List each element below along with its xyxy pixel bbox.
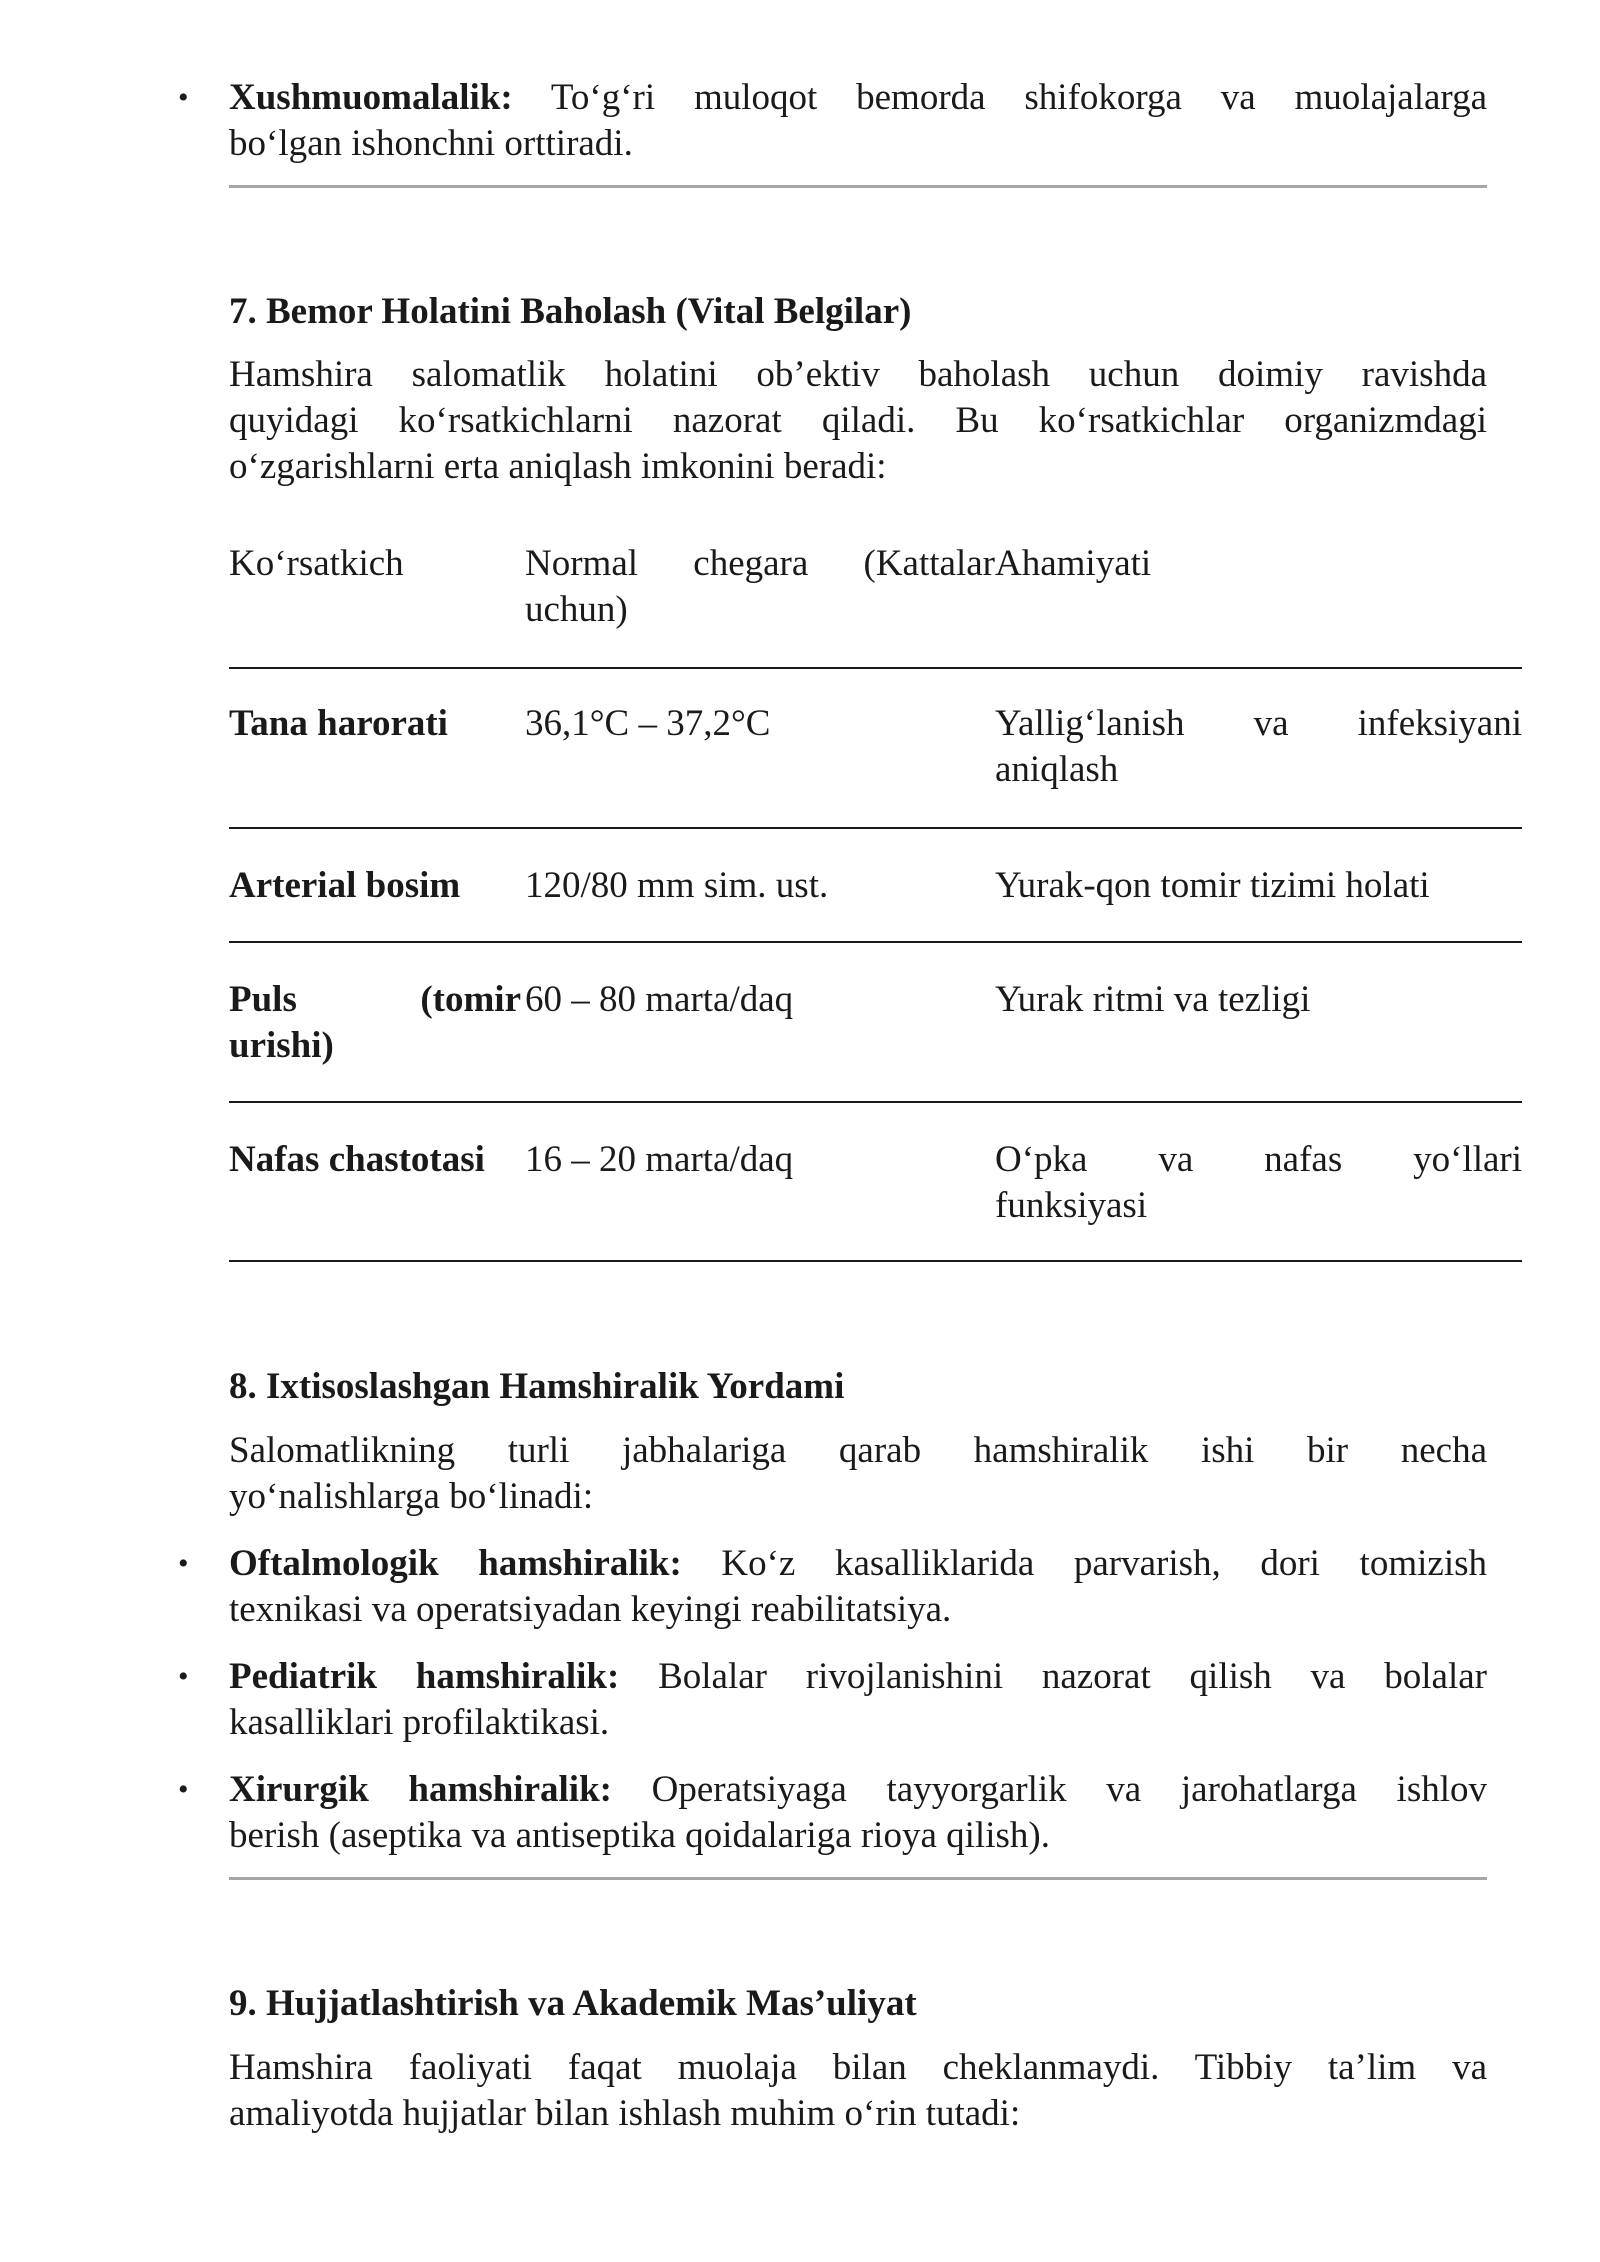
bullet-item-pediatric xyxy=(178,1654,1487,1746)
table-rule xyxy=(229,827,1522,829)
bullet-text: To‘g‘ri muloqot bemorda shifokorga va muolajalarga xyxy=(512,77,1487,118)
paragraph-line: amaliyotda hujjatlar bilan ishlash muhim o‘rin tutadi: xyxy=(229,2093,1021,2134)
table-cell-significance xyxy=(995,701,1522,793)
table-header-significance: Ahamiyati xyxy=(995,543,1152,584)
bullet-dot-icon: • xyxy=(178,81,189,114)
bullet-dot-icon: • xyxy=(178,1547,189,1580)
section-heading-9: 9. Hujjatlashtirish va Akademik Mas’uliyat xyxy=(229,1983,917,2024)
bullet-text: Ko‘z kasalliklarida parvarish, dori tomizish xyxy=(681,1543,1487,1584)
table-cell-range: 60 – 80 marta/daq xyxy=(525,979,794,1020)
section-7-paragraph xyxy=(229,352,1487,490)
bullet-term: Xushmuomalalik: xyxy=(229,77,513,118)
table-rule xyxy=(229,941,1522,943)
paragraph-line: Hamshira faoliyati faqat muolaja bilan cheklanmaydi. Tibbiy ta’lim va xyxy=(229,2047,1487,2088)
table-rule xyxy=(229,667,1522,669)
bullet-item-surgical xyxy=(178,1767,1487,1859)
cell-line: Yallig‘lanish va infeksiyani xyxy=(995,703,1522,744)
header-line: uchun) xyxy=(525,589,628,630)
cell-line: urishi) xyxy=(229,1025,334,1066)
bullet-line xyxy=(229,1541,1487,1587)
bullet-term: Oftalmologik hamshiralik: xyxy=(229,1543,682,1584)
header-line: Normal chegara (Kattalar xyxy=(525,543,995,584)
cell-line: funksiyasi xyxy=(995,1185,1148,1226)
cell-line: Puls (tomir xyxy=(229,979,521,1020)
bullet-line xyxy=(229,1767,1487,1813)
table-cell-range: 120/80 mm sim. ust. xyxy=(525,865,829,906)
table-rule xyxy=(229,1260,1522,1262)
paragraph-line: Hamshira salomatlik holatini ob’ektiv baholash uchun doimiy ravishda xyxy=(229,354,1487,395)
bullet-dot-icon: • xyxy=(178,1660,189,1693)
bullet-item-courtesy xyxy=(178,75,1487,167)
bullet-term: Xirurgik hamshiralik: xyxy=(229,1769,612,1810)
section-heading-8: 8. Ixtisoslashgan Hamshiralik Yordami xyxy=(229,1366,845,1407)
table-cell-indicator xyxy=(229,977,521,1069)
table-header-normal-range xyxy=(525,541,995,633)
table-header-indicator: Ko‘rsatkich xyxy=(229,543,404,584)
table-cell-range: 16 – 20 marta/daq xyxy=(525,1139,794,1180)
table-rule xyxy=(229,1101,1522,1103)
section-divider xyxy=(229,1877,1487,1880)
section-8-paragraph xyxy=(229,1428,1487,1520)
bullet-text-line2: bo‘lgan ishonchni orttiradi. xyxy=(229,123,633,164)
cell-line: O‘pka va nafas yo‘llari xyxy=(995,1139,1522,1180)
bullet-line xyxy=(229,1654,1487,1700)
bullet-text-line2: texnikasi va operatsiyadan keyingi reabilitatsiya. xyxy=(229,1589,952,1630)
bullet-text-line2: kasalliklari profilaktikasi. xyxy=(229,1702,610,1743)
section-heading-7: 7. Bemor Holatini Baholash (Vital Belgilar) xyxy=(229,291,912,332)
table-cell-indicator: Tana harorati xyxy=(229,703,448,744)
paragraph-line: yo‘nalishlarga bo‘linadi: xyxy=(229,1476,594,1517)
bullet-dot-icon: • xyxy=(178,1773,189,1806)
bullet-term: Pediatrik hamshiralik: xyxy=(229,1656,620,1697)
table-cell-significance: Yurak ritmi va tezligi xyxy=(995,979,1311,1020)
table-cell-indicator: Arterial bosim xyxy=(229,865,461,906)
cell-line: aniqlash xyxy=(995,749,1119,790)
table-cell-significance xyxy=(995,1137,1522,1229)
bullet-item-ophthalmic xyxy=(178,1541,1487,1633)
paragraph-line: Salomatlikning turli jabhalariga qarab hamshiralik ishi bir necha xyxy=(229,1430,1487,1471)
bullet-text: Operatsiyaga tayyorgarlik va jarohatlarga ishlov xyxy=(611,1769,1487,1810)
bullet-line xyxy=(229,75,1487,121)
table-cell-indicator: Nafas chastotasi xyxy=(229,1139,485,1180)
paragraph-line: quyidagi ko‘rsatkichlarni nazorat qiladi. Bu ko‘rsatkichlar organizmdagi xyxy=(229,400,1487,441)
bullet-text: Bolalar rivojlanishini nazorat qilish va bolalar xyxy=(619,1656,1487,1697)
paragraph-line: o‘zgarishlarni erta aniqlash imkonini beradi: xyxy=(229,446,887,487)
table-cell-range: 36,1°C – 37,2°C xyxy=(525,703,771,744)
section-9-paragraph xyxy=(229,2045,1487,2137)
table-cell-significance: Yurak-qon tomir tizimi holati xyxy=(995,865,1430,906)
bullet-text-line2: berish (aseptika va antiseptika qoidalariga rioya qilish). xyxy=(229,1815,1050,1856)
section-divider xyxy=(229,185,1487,188)
